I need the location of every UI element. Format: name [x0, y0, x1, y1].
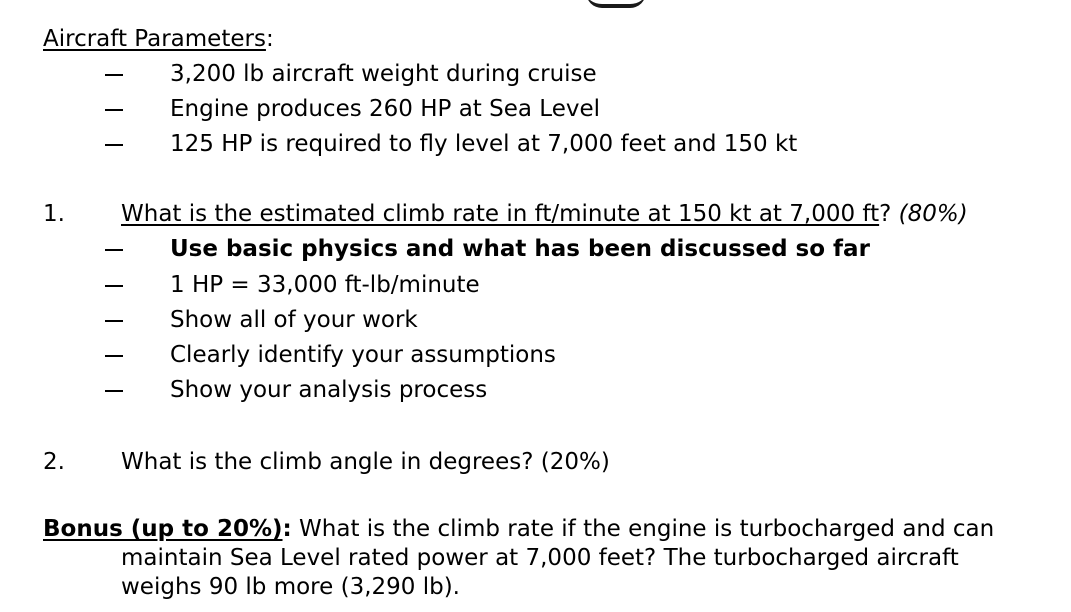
question-1-item-text: Show all of your work: [170, 307, 418, 333]
bonus-line-1: What is the climb rate if the engine is turbocharged and can: [291, 516, 995, 542]
question-2-text: What is the climb angle in degrees? (20%): [121, 449, 610, 475]
parameters-heading: [43, 24, 274, 54]
question-1-item-text: Use basic physics and what has been discussed so far: [170, 236, 870, 262]
question-1-item: [0, 269, 1071, 301]
question-1: [0, 198, 1071, 230]
question-1-item-text: Show your analysis process: [170, 377, 488, 403]
question-1-number: 1.: [43, 201, 65, 227]
question-1-mark: ?: [879, 201, 892, 227]
decorative-arc: [586, 0, 646, 8]
parameter-item: [0, 128, 1071, 160]
question-1-text-group: [121, 198, 968, 230]
parameter-text: 125 HP is required to fly level at 7,000 feet and 150 kt: [170, 131, 798, 157]
question-1-item-text: Clearly identify your assumptions: [170, 342, 556, 368]
parameter-text: 3,200 lb aircraft weight during cruise: [170, 61, 597, 87]
question-1-item: [0, 233, 1071, 265]
parameter-item: [0, 58, 1071, 90]
question-2: [0, 446, 1071, 478]
bonus-question: [43, 515, 1033, 602]
question-1-item: [0, 304, 1071, 336]
question-1-item-text: 1 HP = 33,000 ft-lb/minute: [170, 272, 480, 298]
bonus-colon: :: [282, 516, 292, 542]
question-1-weight: (80%): [898, 201, 968, 227]
question-1-item: [0, 339, 1071, 371]
question-2-number: 2.: [43, 449, 65, 475]
parameters-heading-text: Aircraft Parameters: [43, 26, 266, 52]
parameters-heading-colon: :: [265, 26, 274, 52]
bonus-label: Bonus (up to 20%): [43, 516, 283, 542]
bonus-line-3: weighs 90 lb more (3,290 lb).: [121, 574, 460, 600]
question-1-text: What is the estimated climb rate in ft/minute at 150 kt at 7,000 ft: [121, 201, 880, 227]
bonus-line-2: maintain Sea Level rated power at 7,000 feet? The turbocharged aircraft: [121, 545, 959, 571]
parameter-text: Engine produces 260 HP at Sea Level: [170, 96, 601, 122]
question-1-item: [0, 374, 1071, 406]
parameter-item: [0, 93, 1071, 125]
